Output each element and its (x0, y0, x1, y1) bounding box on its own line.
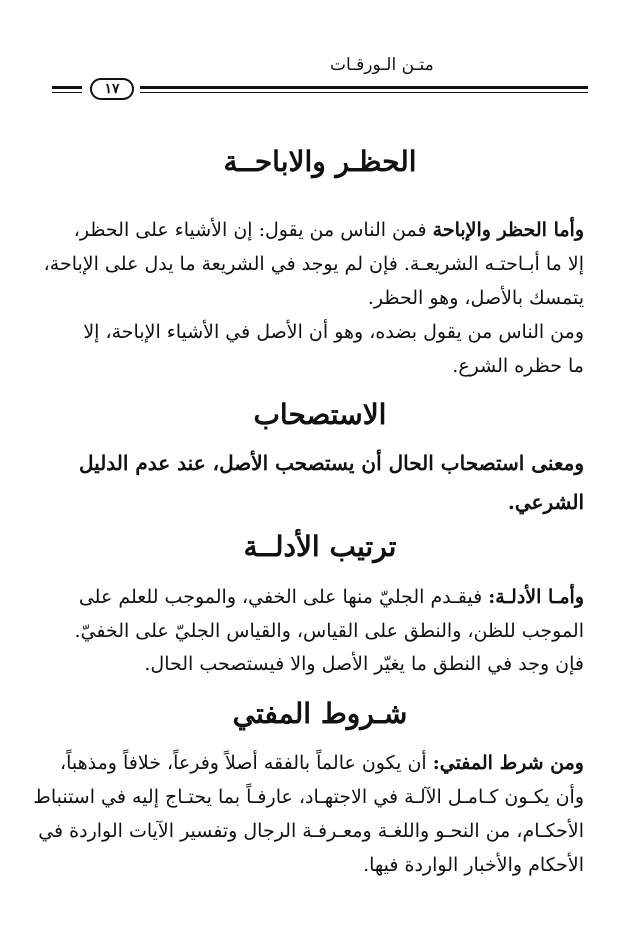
paragraph-line: إلا ما أبـاحتـه الشريعـة. فإن لم يوجد في الشريعة ما يدل على الإباحة، (43, 253, 584, 275)
section-heading: الحظـر والاباحــة (223, 145, 417, 178)
line-text: أن يكون عالماً بالفقه أصلاً وفرعاً، خلافاً ومذهباً، (59, 752, 433, 774)
lead-term: وأما الحظر والإباحة (432, 219, 584, 241)
paragraph-line: فإن وجد في النطق ما يغيّر الأصل والا فيستصحب الحال. (144, 653, 584, 675)
paragraph-line (74, 586, 584, 608)
section-heading: ترتيب الأدلــة (243, 530, 397, 563)
paragraph-line (74, 219, 584, 241)
lead-term: وأمـا الأدلـة: (488, 586, 584, 608)
line-text: فيقـدم الجليّ منها على الخفي، والموجب للعلم على (78, 586, 489, 608)
header-rule-left (52, 84, 82, 98)
running-title: متـن الـورقـات (330, 55, 434, 75)
paragraph-line: وأن يكـون كـامـل الآلـة في الاجتهـاد، عارفـاً بما يحتـاج إليه في استنباط (33, 786, 584, 808)
section-heading: الاستصحاب (253, 398, 387, 431)
paragraph-line: ما حظره الشرع. (452, 355, 584, 377)
paragraph-line: ومن الناس من يقول بضده، وهو أن الأصل في الأشياء الإباحة، إلا (83, 321, 584, 343)
paragraph-line: الأحكام والأخبار الواردة فيها. (363, 854, 584, 876)
section-heading: شـروط المفتي (232, 697, 408, 730)
header-rule-right (140, 84, 588, 98)
paragraph-line: الشرعي. (507, 490, 584, 514)
paragraph-line: يتمسك بالأصل، وهو الحظر. (367, 287, 584, 309)
paragraph-line: الأحكـام، من النحـو واللغـة ومعـرفـة الرجال وتفسير الآيات الواردة في (38, 820, 584, 842)
line-text: فمن الناس من يقول: إن الأشياء على الحظر، (73, 219, 433, 241)
page-number: ١٧ (90, 78, 134, 100)
header-rule (52, 78, 588, 102)
paragraph-line: الموجب للظن، والنطق على القياس، والقياس الجليّ على الخفيّ. (74, 620, 584, 642)
lead-term: ومن شرط المفتي: (432, 752, 584, 774)
paragraph-line (59, 752, 584, 774)
paragraph-line: ومعنى استصحاب الحال أن يستصحب الأصل، عند عدم الدليل (79, 451, 584, 475)
